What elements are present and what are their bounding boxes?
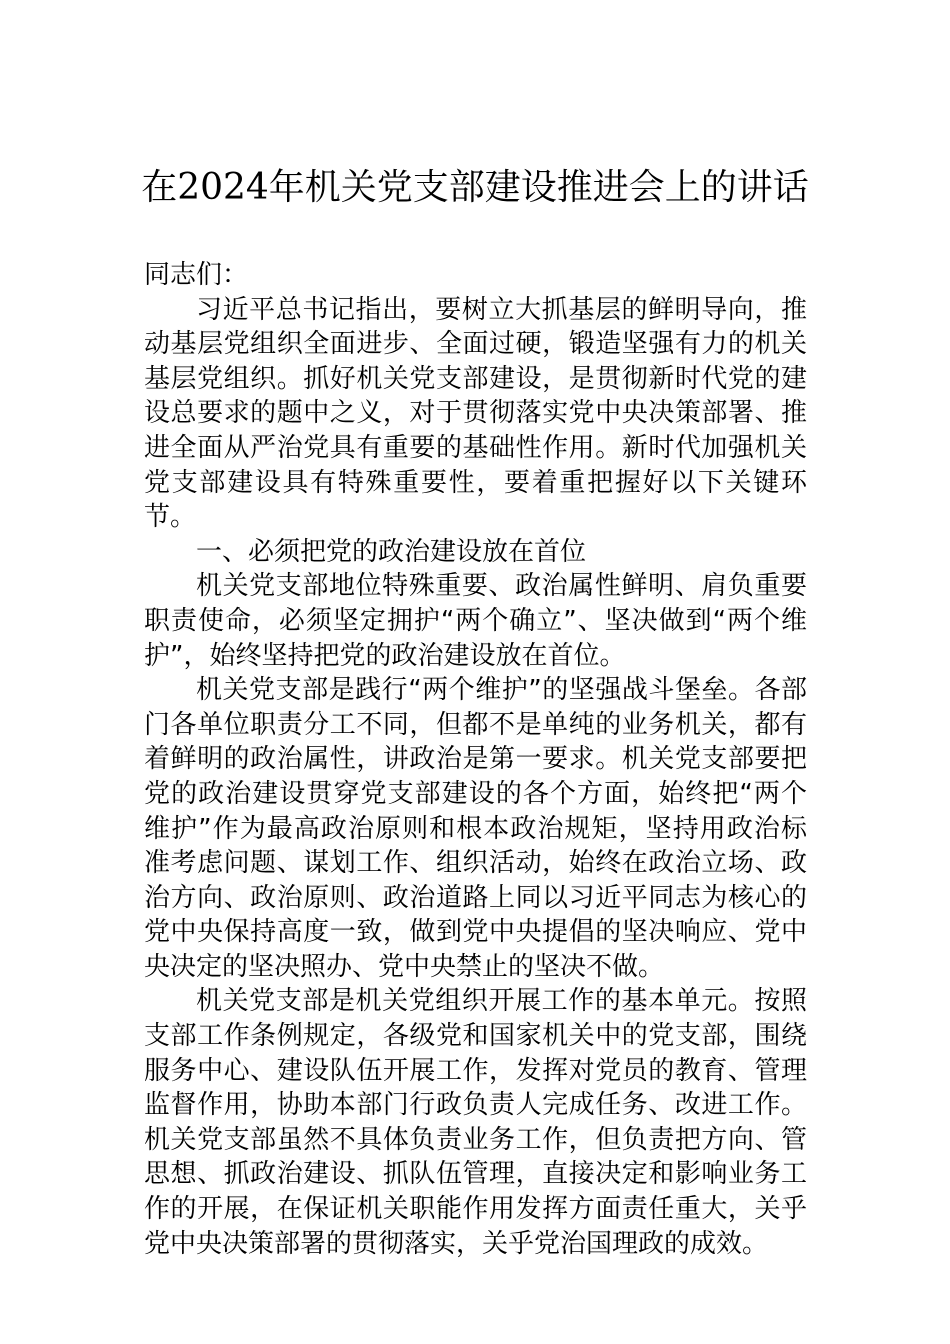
paragraph-intro: 习近平总书记指出，要树立大抓基层的鲜明导向，推动基层党组织全面进步、全面过硬，锻造坚强有力的机关基层党组织。抓好机关党支部建设，是贯彻新时代党的建设总要求的题中之义，对于贯彻落实党中央决策部署、推进全面从严治党具有重要的基础性作用。新时代加强机关党支部建设具有特殊重要性，要着重把握好以下关键环节。 [144, 294, 807, 533]
document-body [144, 258, 807, 1261]
document-title: 在2024年机关党支部建设推进会上的讲话 [141, 167, 809, 208]
salutation: 同志们： [144, 260, 249, 290]
section-heading: 一、必须把党的政治建设放在首位 [196, 536, 587, 567]
paragraph-political-priority: 机关党支部地位特殊重要、政治属性鲜明、肩负重要职责使命，必须坚定拥护“两个确立”、坚决做到“两个维护”，始终坚持把党的政治建设放在首位。 [144, 571, 807, 671]
paragraph-fortress: 机关党支部是践行“两个维护”的坚强战斗堡垒。各部门各单位职责分工不同，但都不是单纯的业务机关，都有着鲜明的政治属性，讲政治是第一要求。机关党支部要把党的政治建设贯穿党支部建设的各个方面，始终把“两个维护”作为最高政治原则和根本政治规矩，坚持用政治标准考虑问题、谋划工作、组织活动，始终在政治立场、政治方向、政治原则、政治道路上同以习近平同志为核心的党中央保持高度一致，做到党中央提倡的坚决响应、党中央决定的坚决照办、党中央禁止的坚决不做。 [144, 675, 807, 982]
paragraph-basic-unit: 机关党支部是机关党组织开展工作的基本单元。按照支部工作条例规定，各级党和国家机关中的党支部，围绕服务中心、建设队伍开展工作，发挥对党员的教育、管理监督作用，协助本部门行政负责人完成任务、改进工作。机关党支部虽然不具体负责业务工作，但负责把方向、管思想、抓政治建设、抓队伍管理，直接决定和影响业务工作的开展，在保证机关职能作用发挥方面责任重大，关乎党中央决策部署的贯彻落实，关乎党治国理政的成效。 [144, 986, 807, 1259]
